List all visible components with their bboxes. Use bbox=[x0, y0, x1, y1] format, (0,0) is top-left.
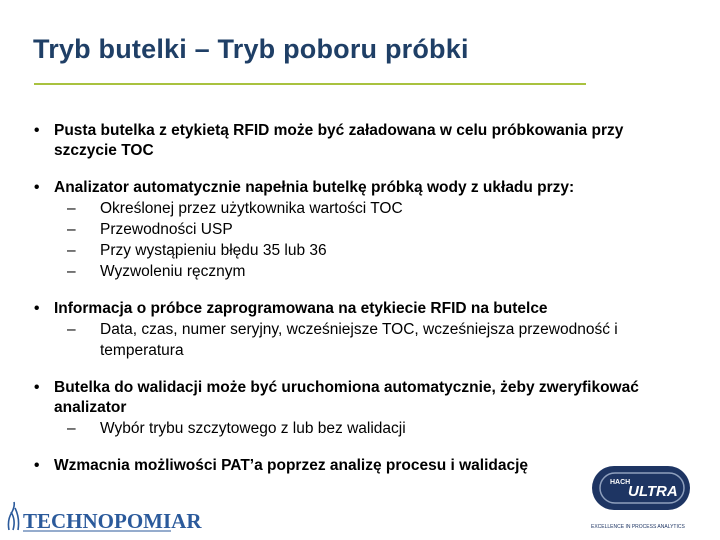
bullet-item bbox=[33, 378, 683, 439]
sub-item-text: Przy wystąpieniu błędu 35 lub 36 bbox=[100, 242, 327, 259]
sub-item: – Określonej przez użytkownika wartości TOC bbox=[67, 200, 403, 217]
sub-item-text: Wybór trybu szczytowego z lub bez walidacji bbox=[100, 420, 406, 437]
sub-item: – Data, czas, numer seryjny, wcześniejsze TOC, wcześniejsza przewodność i temperatura bbox=[67, 321, 618, 359]
bullet-text: Informacja o próbce zaprogramowana na etykiecie RFID na butelce bbox=[54, 300, 548, 317]
bullet-text: Butelka do walidacji może być uruchomiona automatycznie, żeby zweryfikować analizator bbox=[54, 379, 639, 416]
bullet-list bbox=[33, 121, 683, 493]
sub-item-text: Data, czas, numer seryjny, wcześniejsze TOC, wcześniejsza przewodność i temperatura bbox=[100, 321, 618, 359]
bullet-text: Pusta butelka z etykietą RFID może być załadowana w celu próbkowania przy szczycie TOC bbox=[54, 122, 624, 159]
bullet-text: Analizator automatycznie napełnia butelkę próbką wody z układu przy: bbox=[54, 179, 575, 196]
bullet-item bbox=[33, 178, 683, 282]
bullet-text: Wzmacnia możliwości PAT’a poprzez analizę procesu i walidację bbox=[54, 457, 529, 474]
bullet-item bbox=[33, 121, 683, 161]
sub-item: – Przewodności USP bbox=[67, 221, 233, 238]
hach-wordmark: HACH bbox=[610, 479, 631, 486]
technopomiar-logo bbox=[6, 500, 202, 534]
sub-item: – Przy wystąpieniu błędu 35 lub 36 bbox=[67, 242, 327, 259]
sub-item-text: Określonej przez użytkownika wartości TOC bbox=[100, 200, 403, 217]
bullet-item bbox=[33, 456, 574, 476]
bullet-marker: • bbox=[34, 122, 40, 139]
bullet-item bbox=[33, 299, 683, 361]
hach-ultra-logo bbox=[590, 460, 700, 532]
sub-item: – Wybór trybu szczytowego z lub bez walidacji bbox=[67, 420, 406, 437]
bullet-marker: • bbox=[34, 300, 40, 317]
title-divider bbox=[34, 83, 586, 85]
hach-tagline: EXCELLENCE IN PROCESS ANALYTICS bbox=[591, 524, 685, 530]
bullet-marker: • bbox=[34, 179, 40, 196]
technopomiar-wordmark: TECHNOPOMIAR bbox=[23, 509, 202, 533]
sub-item-text: Przewodności USP bbox=[100, 221, 233, 238]
sub-item: – Wyzwoleniu ręcznym bbox=[67, 263, 246, 280]
bullet-marker: • bbox=[34, 457, 40, 474]
bullet-marker: • bbox=[34, 379, 40, 396]
slide-title: Tryb butelki – Tryb poboru próbki bbox=[33, 34, 469, 64]
sub-item-text: Wyzwoleniu ręcznym bbox=[100, 263, 246, 280]
ultra-wordmark: ULTRA bbox=[628, 483, 678, 500]
